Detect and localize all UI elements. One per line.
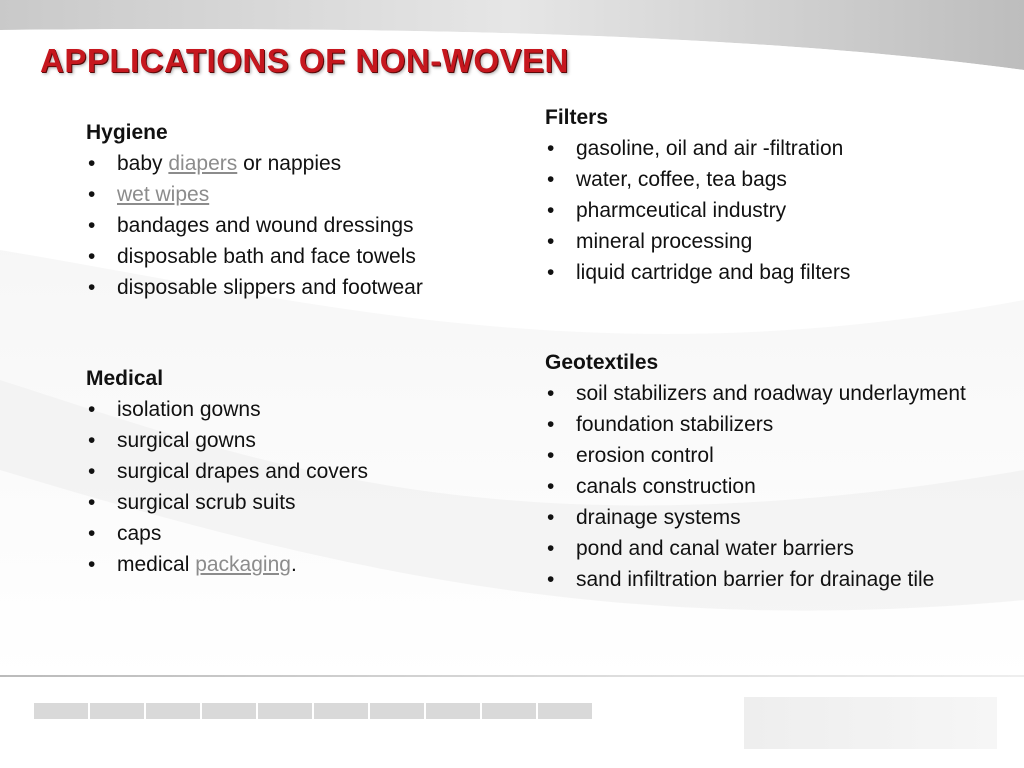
filters-list [545, 133, 1015, 288]
list-item: • caps [86, 518, 516, 549]
footer-segment [314, 703, 368, 719]
list-item: • disposable slippers and footwear [86, 272, 516, 303]
footer-segment [90, 703, 144, 719]
hygiene-section [86, 117, 516, 303]
footer-segment [202, 703, 256, 719]
footer-segment [34, 703, 88, 719]
filters-section [545, 102, 1015, 288]
section-heading: Geotextiles [545, 351, 659, 374]
list-item: • surgical drapes and covers [86, 456, 516, 487]
footer-segment [146, 703, 200, 719]
medical-list [86, 394, 516, 580]
diapers-link[interactable]: diapers [168, 152, 238, 175]
packaging-link[interactable]: packaging [195, 553, 291, 576]
list-item: • foundation stabilizers [545, 409, 1020, 440]
list-item: • gasoline, oil and air -filtration [545, 133, 1015, 164]
list-item: • mineral processing [545, 226, 1015, 257]
list-item: • drainage systems [545, 502, 1020, 533]
list-item: • soil stabilizers and roadway underlayment [545, 378, 1020, 409]
list-item: • baby diapers or nappies [86, 148, 516, 179]
footer-segment [370, 703, 424, 719]
list-item: • medical packaging. [86, 549, 516, 580]
hygiene-list [86, 148, 516, 303]
section-heading: Filters [545, 106, 609, 129]
list-item: • liquid cartridge and bag filters [545, 257, 1015, 288]
list-item: • water, coffee, tea bags [545, 164, 1015, 195]
section-heading: Medical [86, 367, 164, 390]
geotextiles-section [545, 347, 1020, 595]
list-item: • erosion control [545, 440, 1020, 471]
list-item [86, 179, 516, 210]
page-title: APPLICATIONS OF NON-WOVEN [40, 42, 569, 79]
list-item: • sand infiltration barrier for drainage tile [545, 564, 1020, 595]
footer-segment-bar [34, 703, 594, 719]
list-item: • disposable bath and face towels [86, 241, 516, 272]
list-item: • canals construction [545, 471, 1020, 502]
footer-box [744, 697, 997, 749]
list-item: • pharmceutical industry [545, 195, 1015, 226]
footer-segment [426, 703, 480, 719]
list-item: • pond and canal water barriers [545, 533, 1020, 564]
list-item: • surgical gowns [86, 425, 516, 456]
list-item: • bandages and wound dressings [86, 210, 516, 241]
medical-section [86, 363, 516, 580]
footer-segment [538, 703, 592, 719]
footer-segment [482, 703, 536, 719]
footer-segment [258, 703, 312, 719]
geotextiles-list [545, 378, 1020, 595]
footer-divider [0, 675, 1024, 677]
list-item: • surgical scrub suits [86, 487, 516, 518]
list-item: • isolation gowns [86, 394, 516, 425]
wet-wipes-link[interactable]: wet wipes [117, 183, 210, 206]
section-heading: Hygiene [86, 121, 168, 144]
